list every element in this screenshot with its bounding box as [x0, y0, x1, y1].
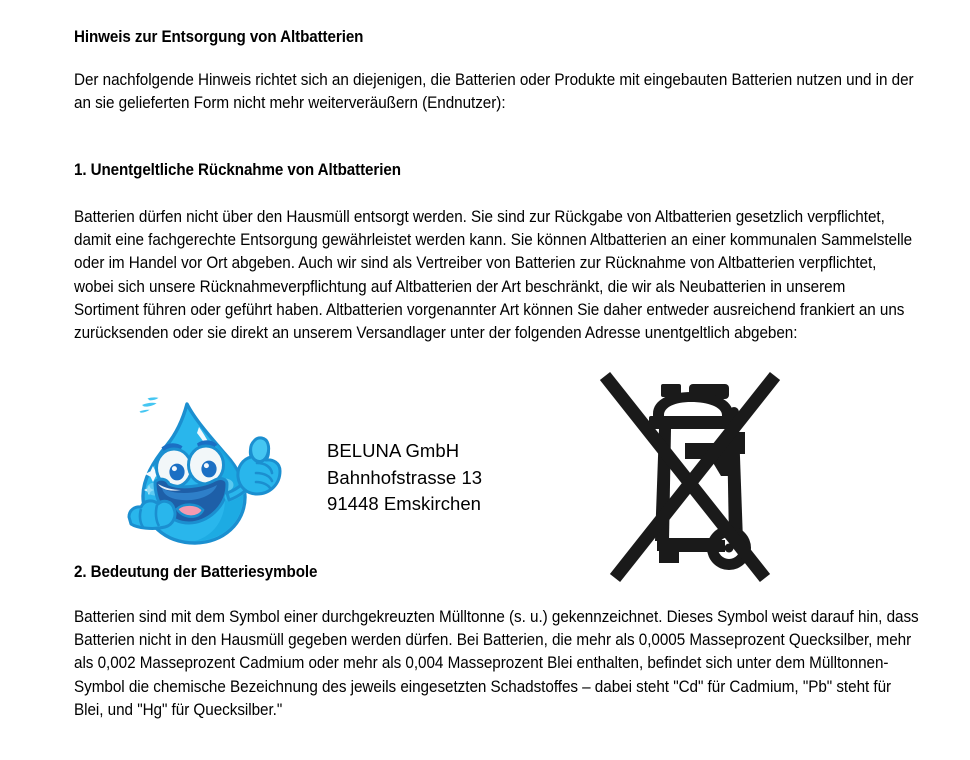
section-1-body-row [74, 205, 914, 344]
mascot-tongue [177, 505, 203, 517]
section-2-heading-wrap [74, 562, 904, 582]
mascot-splash [140, 397, 159, 412]
page-title-row [74, 27, 904, 47]
intro-paragraph: Der nachfolgende Hinweis richtet sich an diejenigen, die Batterien oder Produkte mit eingebauten Batterien nutzen und in der an sie gelieferten Form nicht mehr weiterveräußern (Endnutzer): [74, 70, 914, 113]
section-1-body-wrap [74, 205, 914, 344]
page-title-wrap [74, 27, 904, 47]
section-2-body-wrap [74, 605, 919, 721]
address-company: BELUNA GmbH [327, 440, 460, 461]
section-2-body: Batterien sind mit dem Symbol einer durchgekreuzten Mülltonne (s. u.) gekennzeichnet. Dieses Symbol weist darauf hin, dass Batterien nicht in den Hausmüll gegeben werden dürfen. Bei Batterien, die mehr als 0,0005 Masseprozent Quecksilber, mehr als 0,002 Masseprozent Cadmium oder mehr als 0,004 Masseprozent Blei enthalten, befindet sich unter dem Mülltonnen-Symbol die chemische Bezeichnung des jeweils eingesetzten Schadstoffes – dabei steht "Cd" für Cadmium, "Pb" steht für Blei, und "Hg" für Quecksilber." [74, 607, 919, 719]
section-2-body-row [74, 605, 919, 721]
address-block [327, 438, 587, 518]
section-2-heading-row [74, 562, 904, 582]
section-2-heading: 2. Bedeutung der Batteriesymbole [74, 563, 318, 581]
address-street: Bahnhofstrasse 13 [327, 466, 483, 488]
crossed-out-wheelie-bin-icon [597, 366, 782, 588]
section-1-heading-wrap [74, 160, 904, 180]
section-1-heading-row [74, 160, 904, 180]
section-1-body: Batterien dürfen nicht über den Hausmüll entsorgt werden. Sie sind zur Rückgabe von Altbatterien gesetzlich verpflichtet, damit eine fachgerechte Entsorgung gewährleistet werden kann. Sie können Altbatterien an einer kommunalen Sammelstelle oder im Handel vor Ort abgeben. Auch wir sind als Vertreiber von Batterien zur Rücknahme von Altbatterien verpflichtet, wobei sich unsere Rücknahmeverpflichtung auf Altbatterien der Art beschränkt, die wir als Neubatterien in unserem Sortiment führen oder geführt haben. Altbatterien vorgenannter Art können Sie daher entweder ausreichend frankiert an uns zurücksenden oder sie direkt an unserem Versandlager unter der folgenden Adresse unentgeltlich abgeben: [74, 207, 913, 343]
water-drop-mascot-icon [117, 393, 292, 553]
address-city: 91448 Emskirchen [327, 493, 482, 514]
mascot-left-hand [129, 501, 175, 529]
intro-paragraph-row [74, 68, 919, 114]
section-1-heading: 1. Unentgeltliche Rücknahme von Altbatterien [74, 161, 401, 179]
page-title: Hinweis zur Entsorgung von Altbatterien [74, 28, 364, 46]
intro-paragraph-wrap [74, 68, 919, 114]
